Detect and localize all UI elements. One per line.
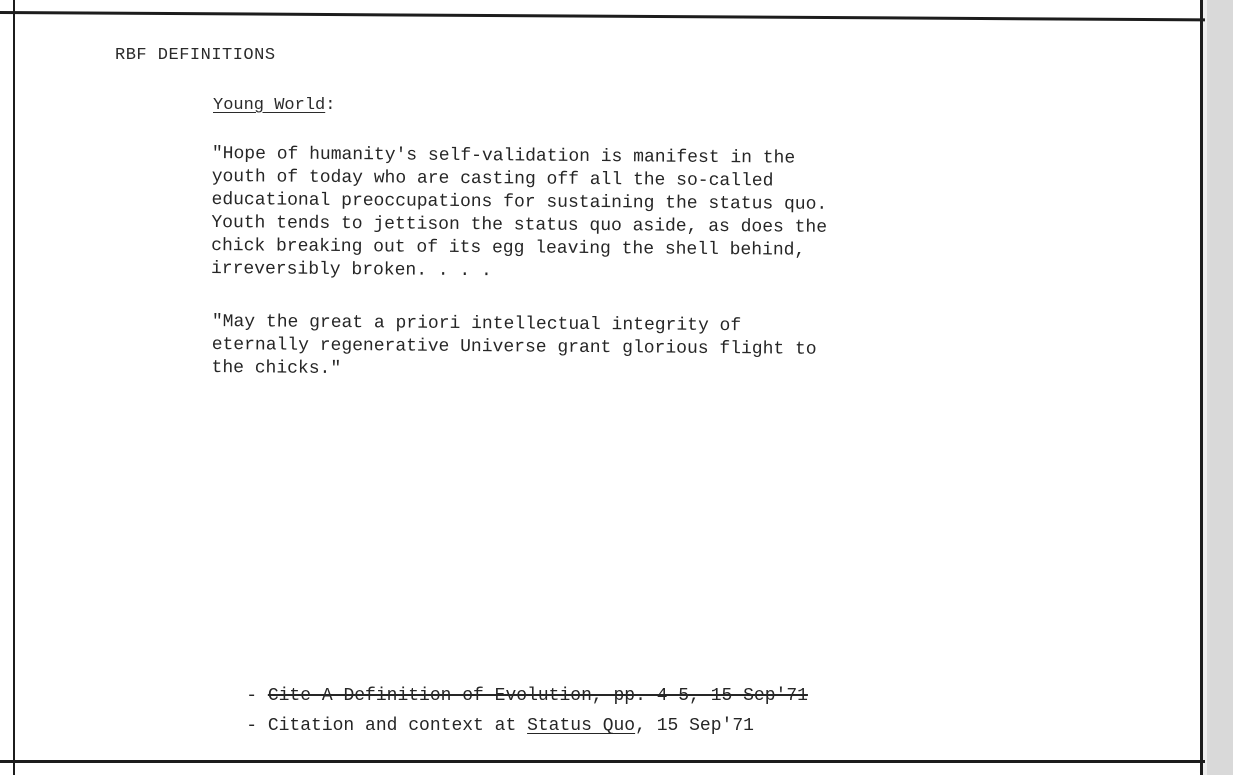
citation-line xyxy=(203,696,754,756)
struck-citation-text: Cite A Definition of Evolution, pp. 4-5, 15 Sep'71 xyxy=(267,686,808,706)
definition-subject xyxy=(213,96,335,115)
citation-suffix: , 15 Sep'71 xyxy=(635,716,754,736)
card-edge-strip xyxy=(1207,0,1233,775)
struck-citation-prefix: - xyxy=(246,686,268,706)
subject-colon: : xyxy=(325,96,336,115)
frame-left-rule xyxy=(13,0,15,775)
quote-paragraph-1: "Hope of humanity's self-validation is manifest in the youth of today who are casting off all the so-called educational preoccupations for sustaining the status quo. Youth tends to jettison the status quo aside, as does the chick breaking out of its egg leaving the shell behind, irreversibly broken. . . . xyxy=(210,143,828,282)
frame-top-rule xyxy=(0,11,1205,21)
quote-paragraph-2: "May the great a priori intellectual integrity of eternally regenerative Universe grant glorious flight to the chicks." xyxy=(211,311,817,380)
subject-term: Young World xyxy=(213,96,326,115)
frame-right-rule xyxy=(1200,0,1203,775)
citation-link-status-quo[interactable]: Status Quo xyxy=(527,716,636,736)
card-header: RBF DEFINITIONS xyxy=(115,46,276,65)
citation-prefix: - Citation and context at xyxy=(246,716,528,736)
frame-bottom-rule xyxy=(0,760,1205,763)
